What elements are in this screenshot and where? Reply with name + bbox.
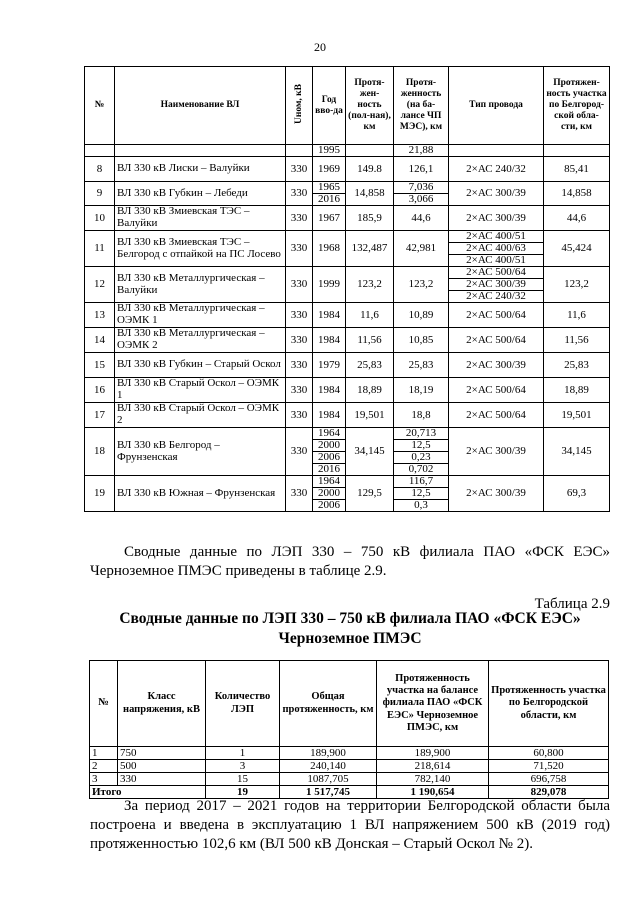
cell-length: 11,56 bbox=[346, 328, 394, 353]
cell-num: 15 bbox=[85, 353, 115, 378]
table-row bbox=[85, 353, 610, 378]
cell-length: 149.8 bbox=[346, 157, 394, 182]
cell-wire: 2×АС 300/39 bbox=[449, 279, 544, 291]
cell-region: 123,2 bbox=[544, 267, 610, 303]
cell-length: 185,9 bbox=[346, 206, 394, 231]
cell-num: 18 bbox=[85, 428, 115, 476]
cell-year: 1995 bbox=[313, 145, 346, 157]
table-header-row bbox=[90, 661, 609, 747]
cell-region: 18,89 bbox=[544, 378, 610, 403]
cell-length: 18,89 bbox=[346, 378, 394, 403]
cell-class: 330 bbox=[118, 773, 206, 786]
cell-balance: 21,88 bbox=[394, 145, 449, 157]
cell-balance: 0,702 bbox=[394, 464, 449, 476]
cell-count: 3 bbox=[206, 760, 280, 773]
cell-region: 11,6 bbox=[544, 303, 610, 328]
cell-voltage: 330 bbox=[286, 428, 313, 476]
header-length: Протя-жен-ность (пол-ная), км bbox=[346, 67, 394, 145]
header-num: № bbox=[90, 661, 118, 747]
cell-count: 19 bbox=[206, 786, 280, 799]
cell-name: ВЛ 330 кВ Губкин – Старый Оскол bbox=[115, 353, 286, 378]
table-row bbox=[85, 157, 610, 182]
cell-year: 1967 bbox=[313, 206, 346, 231]
table-header-row bbox=[85, 67, 610, 145]
cell-region: 25,83 bbox=[544, 353, 610, 378]
cell-length: 34,145 bbox=[346, 428, 394, 476]
cell-length: 123,2 bbox=[346, 267, 394, 303]
cell-num: 16 bbox=[85, 378, 115, 403]
cell-wire: 2×АС 500/64 bbox=[449, 378, 544, 403]
cell-balance: 0,3 bbox=[394, 500, 449, 512]
summary-table bbox=[89, 660, 609, 799]
cell-name: ВЛ 330 кВ Змиевская ТЭС – Белгород с отпайкой на ПС Лосево bbox=[115, 231, 286, 267]
table-row bbox=[85, 267, 610, 279]
cell-count: 1 bbox=[206, 747, 280, 760]
cell-balance: 12,5 bbox=[394, 440, 449, 452]
cell-year: 1984 bbox=[313, 378, 346, 403]
header-total: Общая протяженность, км bbox=[280, 661, 377, 747]
table-row bbox=[90, 760, 609, 773]
cell-total: 1087,705 bbox=[280, 773, 377, 786]
header-balance: Протя-женность (на ба-лансе ЧП МЭС), км bbox=[394, 67, 449, 145]
cell-length: 129,5 bbox=[346, 476, 394, 512]
cell-balance: 42,981 bbox=[394, 231, 449, 267]
cell-region: 69,3 bbox=[544, 476, 610, 512]
cell-year: 2016 bbox=[313, 464, 346, 476]
cell-year: 1999 bbox=[313, 267, 346, 303]
cell-year: 2016 bbox=[313, 194, 346, 206]
cell-year: 2006 bbox=[313, 452, 346, 464]
cell-region: 14,858 bbox=[544, 182, 610, 206]
cell-wire: 2×АС 500/64 bbox=[449, 303, 544, 328]
cell-year: 1969 bbox=[313, 157, 346, 182]
cell-year: 2000 bbox=[313, 488, 346, 500]
header-region: Протяженность участка по Белгородской области, км bbox=[489, 661, 609, 747]
cell-count: 15 bbox=[206, 773, 280, 786]
summary-intro-paragraph: Сводные данные по ЛЭП 330 – 750 кВ филиала ПАО «ФСК ЕЭС» Черноземное ПМЭС приведены в таблице 2.9. bbox=[90, 544, 610, 579]
cell-name: ВЛ 330 кВ Старый Оскол – ОЭМК 1 bbox=[115, 378, 286, 403]
cell-length: 11,6 bbox=[346, 303, 394, 328]
cell-voltage: 330 bbox=[286, 182, 313, 206]
table-row bbox=[90, 773, 609, 786]
cell-name: ВЛ 330 кВ Белгород – Фрунзенская bbox=[115, 428, 286, 476]
cell-num: 19 bbox=[85, 476, 115, 512]
cell-region: 34,145 bbox=[544, 428, 610, 476]
cell-voltage: 330 bbox=[286, 328, 313, 353]
cell-num: 12 bbox=[85, 267, 115, 303]
header-voltage bbox=[286, 67, 313, 145]
cell-num: 14 bbox=[85, 328, 115, 353]
cell-year: 1968 bbox=[313, 231, 346, 267]
table-row bbox=[85, 182, 610, 194]
cell-class: 750 bbox=[118, 747, 206, 760]
cell-year: 1964 bbox=[313, 428, 346, 440]
table-row bbox=[85, 403, 610, 428]
cell-length: 19,501 bbox=[346, 403, 394, 428]
cell-num: 1 bbox=[90, 747, 118, 760]
table-row bbox=[85, 206, 610, 231]
transmission-lines-table bbox=[84, 66, 610, 512]
cell-voltage: 330 bbox=[286, 378, 313, 403]
table-row bbox=[85, 328, 610, 353]
cell-num: 2 bbox=[90, 760, 118, 773]
cell-wire: 2×АС 300/39 bbox=[449, 353, 544, 378]
cell-year: 1984 bbox=[313, 328, 346, 353]
cell-balance: 12,5 bbox=[394, 488, 449, 500]
cell-wire: 2×АС 500/64 bbox=[449, 328, 544, 353]
cell-num: 3 bbox=[90, 773, 118, 786]
cell-region: 11,56 bbox=[544, 328, 610, 353]
cell-balance: 0,23 bbox=[394, 452, 449, 464]
cell-wire: 2×АС 500/64 bbox=[449, 267, 544, 279]
table-row bbox=[85, 476, 610, 488]
cell-balance: 25,83 bbox=[394, 353, 449, 378]
cell-balance: 126,1 bbox=[394, 157, 449, 182]
cell-region: 60,800 bbox=[489, 747, 609, 760]
cell-length: 14,858 bbox=[346, 182, 394, 206]
cell-balance: 1 190,654 bbox=[377, 786, 489, 799]
header-name: Наименование ВЛ bbox=[115, 67, 286, 145]
cell-wire: 2×АС 400/51 bbox=[449, 255, 544, 267]
cell-year: 1984 bbox=[313, 403, 346, 428]
cell-wire: 2×АС 400/63 bbox=[449, 243, 544, 255]
cell-balance: 44,6 bbox=[394, 206, 449, 231]
cell-voltage: 330 bbox=[286, 403, 313, 428]
cell-balance: 116,7 bbox=[394, 476, 449, 488]
cell-wire: 2×АС 300/39 bbox=[449, 182, 544, 206]
cell-name: ВЛ 330 кВ Металлургическая – ОЭМК 1 bbox=[115, 303, 286, 328]
cell-balance: 123,2 bbox=[394, 267, 449, 303]
cell-wire: 2×АС 400/51 bbox=[449, 231, 544, 243]
cell-year: 1964 bbox=[313, 476, 346, 488]
cell-name: ВЛ 330 кВ Губкин – Лебеди bbox=[115, 182, 286, 206]
cell-balance: 10,85 bbox=[394, 328, 449, 353]
cell-balance: 189,900 bbox=[377, 747, 489, 760]
period-paragraph: За период 2017 – 2021 годов на территории Белгородской области была построена и введена в эксплуатацию 1 ВЛ напряжением 500 кВ (2019 год) протяженностью 102,6 км (ВЛ 500 кВ Донская – Старый Оскол № 2). bbox=[90, 798, 610, 852]
table-title: Сводные данные по ЛЭП 330 – 750 кВ филиала ПАО «ФСК ЕЭС» Черноземное ПМЭС bbox=[119, 610, 581, 647]
cell-wire: 2×АС 500/64 bbox=[449, 403, 544, 428]
cell-year: 2006 bbox=[313, 500, 346, 512]
cell-year: 1984 bbox=[313, 303, 346, 328]
header-voltage-text: Uном, кВ bbox=[293, 83, 304, 124]
cell-region: 696,758 bbox=[489, 773, 609, 786]
cell-balance: 782,140 bbox=[377, 773, 489, 786]
header-num: № bbox=[85, 67, 115, 145]
cell-region: 19,501 bbox=[544, 403, 610, 428]
cell-wire: 2×АС 240/32 bbox=[449, 291, 544, 303]
cell-region: 45,424 bbox=[544, 231, 610, 267]
page-number: 20 bbox=[314, 40, 326, 54]
cell-voltage: 330 bbox=[286, 157, 313, 182]
cell-balance: 20,713 bbox=[394, 428, 449, 440]
cell-voltage: 330 bbox=[286, 231, 313, 267]
table-label: Таблица 2.9 bbox=[534, 596, 610, 612]
header-year: Год вво-да bbox=[313, 67, 346, 145]
cell-name: ВЛ 330 кВ Металлургическая – Валуйки bbox=[115, 267, 286, 303]
cell-total: 1 517,745 bbox=[280, 786, 377, 799]
cell-class: 500 bbox=[118, 760, 206, 773]
header-class: Класс напряжения, кВ bbox=[118, 661, 206, 747]
cell-num: 13 bbox=[85, 303, 115, 328]
cell-num: 9 bbox=[85, 182, 115, 206]
cell-num: 8 bbox=[85, 157, 115, 182]
cell-name: ВЛ 330 кВ Металлургическая – ОЭМК 2 bbox=[115, 328, 286, 353]
header-wire: Тип провода bbox=[449, 67, 544, 145]
cell-wire: 2×АС 300/39 bbox=[449, 476, 544, 512]
cell-balance: 7,036 bbox=[394, 182, 449, 194]
cell-name: ВЛ 330 кВ Змиевская ТЭС – Валуйки bbox=[115, 206, 286, 231]
cell-region: 829,078 bbox=[489, 786, 609, 799]
cell-year: 2000 bbox=[313, 440, 346, 452]
cell-voltage: 330 bbox=[286, 267, 313, 303]
header-balance: Протяженность участка на балансе филиала ПАО «ФСК ЕЭС» Черноземное ПМЭС, км bbox=[377, 661, 489, 747]
cell-wire: 2×АС 300/39 bbox=[449, 206, 544, 231]
cell-name: ВЛ 330 кВ Южная – Фрунзенская bbox=[115, 476, 286, 512]
header-region: Протяжен-ность участка по Белгород-ской обла-сти, км bbox=[544, 67, 610, 145]
table-row bbox=[90, 747, 609, 760]
cell-voltage: 330 bbox=[286, 476, 313, 512]
cell-name: ВЛ 330 кВ Лиски – Валуйки bbox=[115, 157, 286, 182]
cell-wire: 2×АС 300/39 bbox=[449, 428, 544, 476]
cell-balance: 18,19 bbox=[394, 378, 449, 403]
cell-wire: 2×АС 240/32 bbox=[449, 157, 544, 182]
cell-length: 25,83 bbox=[346, 353, 394, 378]
cell-balance: 10,89 bbox=[394, 303, 449, 328]
table-row bbox=[85, 145, 610, 157]
cell-voltage: 330 bbox=[286, 206, 313, 231]
cell-num: 17 bbox=[85, 403, 115, 428]
table-row bbox=[85, 231, 610, 243]
cell-region: 85,41 bbox=[544, 157, 610, 182]
cell-balance: 18,8 bbox=[394, 403, 449, 428]
cell-voltage: 330 bbox=[286, 303, 313, 328]
table-row bbox=[85, 428, 610, 440]
table-row bbox=[85, 303, 610, 328]
cell-total: 189,900 bbox=[280, 747, 377, 760]
cell-num: 11 bbox=[85, 231, 115, 267]
cell-balance: 218,614 bbox=[377, 760, 489, 773]
cell-year: 1979 bbox=[313, 353, 346, 378]
cell-year: 1965 bbox=[313, 182, 346, 194]
cell-length: 132,487 bbox=[346, 231, 394, 267]
cell-total-label: Итого bbox=[90, 786, 206, 799]
cell-region: 44,6 bbox=[544, 206, 610, 231]
cell-name: ВЛ 330 кВ Старый Оскол – ОЭМК 2 bbox=[115, 403, 286, 428]
cell-balance: 3,066 bbox=[394, 194, 449, 206]
cell-total: 240,140 bbox=[280, 760, 377, 773]
cell-num: 10 bbox=[85, 206, 115, 231]
cell-region: 71,520 bbox=[489, 760, 609, 773]
table-row bbox=[85, 378, 610, 403]
header-count: Количество ЛЭП bbox=[206, 661, 280, 747]
cell-voltage: 330 bbox=[286, 353, 313, 378]
